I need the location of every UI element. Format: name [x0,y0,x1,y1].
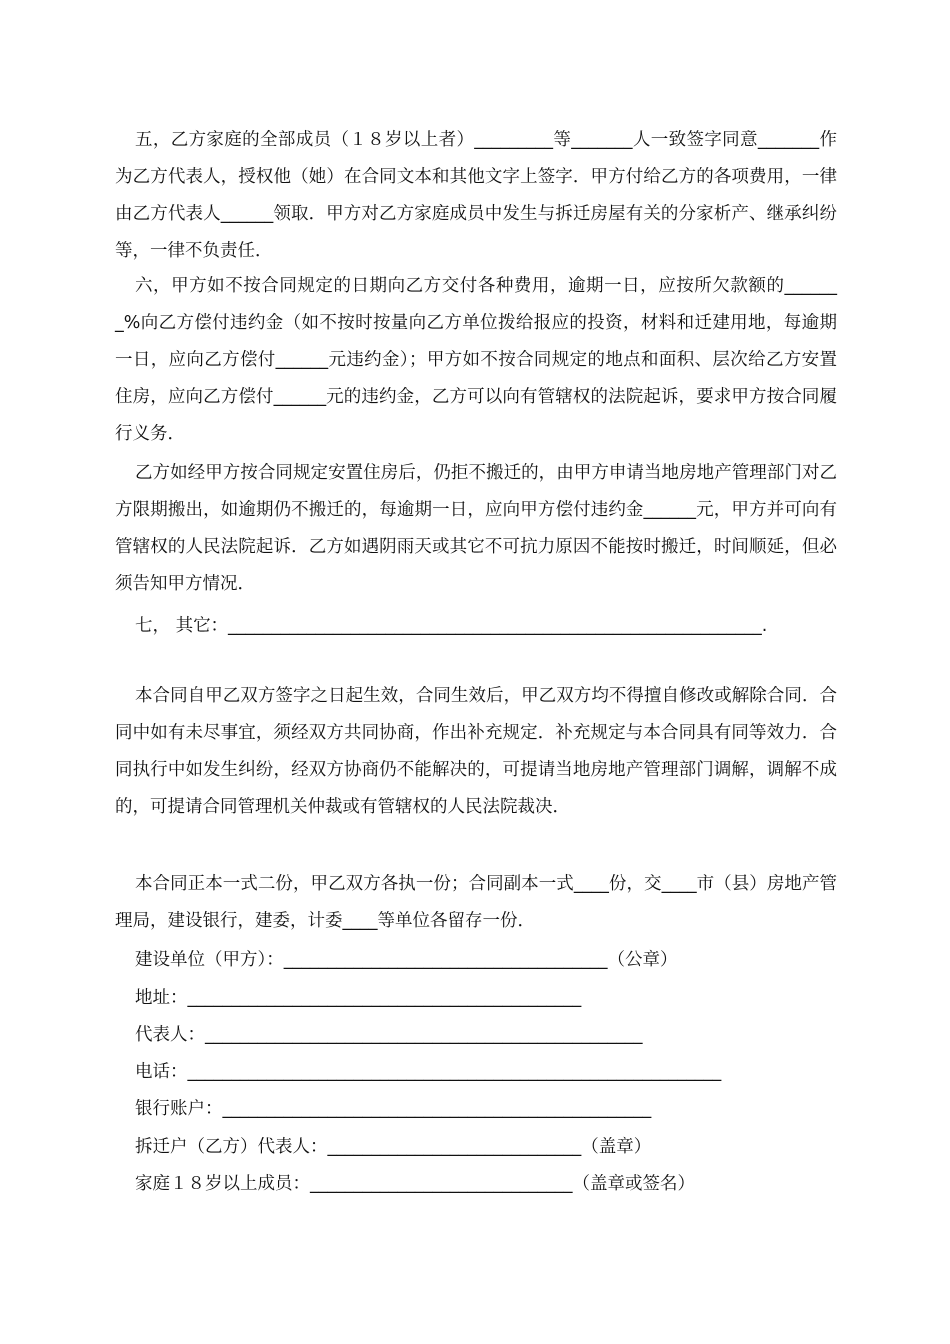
contract-copies-paragraph: 本合同正本一式二份，甲乙双方各执一份；合同副本一式____份，交____市（县）房地产管理局，建设银行，建委，计委____等单位各留存一份． [115,874,837,931]
clause-5-paragraph: 五，乙方家庭的全部成员（１８岁以上者）_________等_______人一致签字同意_______作为乙方代表人，授权他（她）在合同文本和其他文字上签字．甲方付给乙方的各项费用，一律由乙方代表人______领取．甲方对乙方家庭成员中发生与拆迁房屋有关的分家析产、继承纠纷等，一律不负责任． [115,130,837,261]
family-members-signature-line: 家庭１８岁以上成员：______________________________（盖章或签名） [135,1174,695,1194]
representative-line: 代表人：__________________________________________________ [135,1025,643,1045]
party-a-signature-line: 建设单位（甲方）：_____________________________________（公章） [135,950,678,970]
contract-effect-paragraph: 本合同自甲乙双方签字之日起生效，合同生效后，甲乙双方均不得擅自修改或解除合同．合同中如有未尽事宜，须经双方共同协商，作出补充规定．补充规定与本合同具有同等效力．合同执行中如发生纠纷，经双方协商仍不能解决的，可提请当地房地产管理部门调解，调解不成的，可提请合同管理机关仲裁或有管辖权的人民法院裁决． [115,686,837,817]
clause-6-supplement-paragraph: 乙方如经甲方按合同规定安置住房后，仍拒不搬迁的，由甲方申请当地房地产管理部门对乙方限期搬出，如逾期仍不搬迁的，每逾期一日，应向甲方偿付违约金______元，甲方并可向有管辖权的人民法院起诉．乙方如遇阴雨天或其它不可抗力原因不能按时搬迁，时间顺延，但必须告知甲方情况． [115,463,837,594]
clause-6-paragraph: 六，甲方如不按合同规定的日期向乙方交付各种费用，逾期一日，应按所欠款额的_______%向乙方偿付违约金（如不按时按量向乙方单位拨给报应的投资，材料和迁建用地，每逾期一日，应向乙方偿付______元违约金）；甲方如不按合同规定的地点和面积、层次给乙方安置住房，应向乙方偿付______元的违约金，乙方可以向有管辖权的法院起诉，要求甲方按合同履行义务． [115,276,837,444]
phone-line: 电话：_____________________________________________________________ [135,1062,722,1082]
party-b-signature-line: 拆迁户（乙方）代表人：_____________________________（盖章） [135,1137,652,1157]
clause-7-other-line: 七， 其它：_____________________________________________________________. [135,616,768,636]
bank-account-line: 银行账户：_________________________________________________ [135,1099,652,1119]
address-line: 地址：_____________________________________________ [135,988,582,1008]
